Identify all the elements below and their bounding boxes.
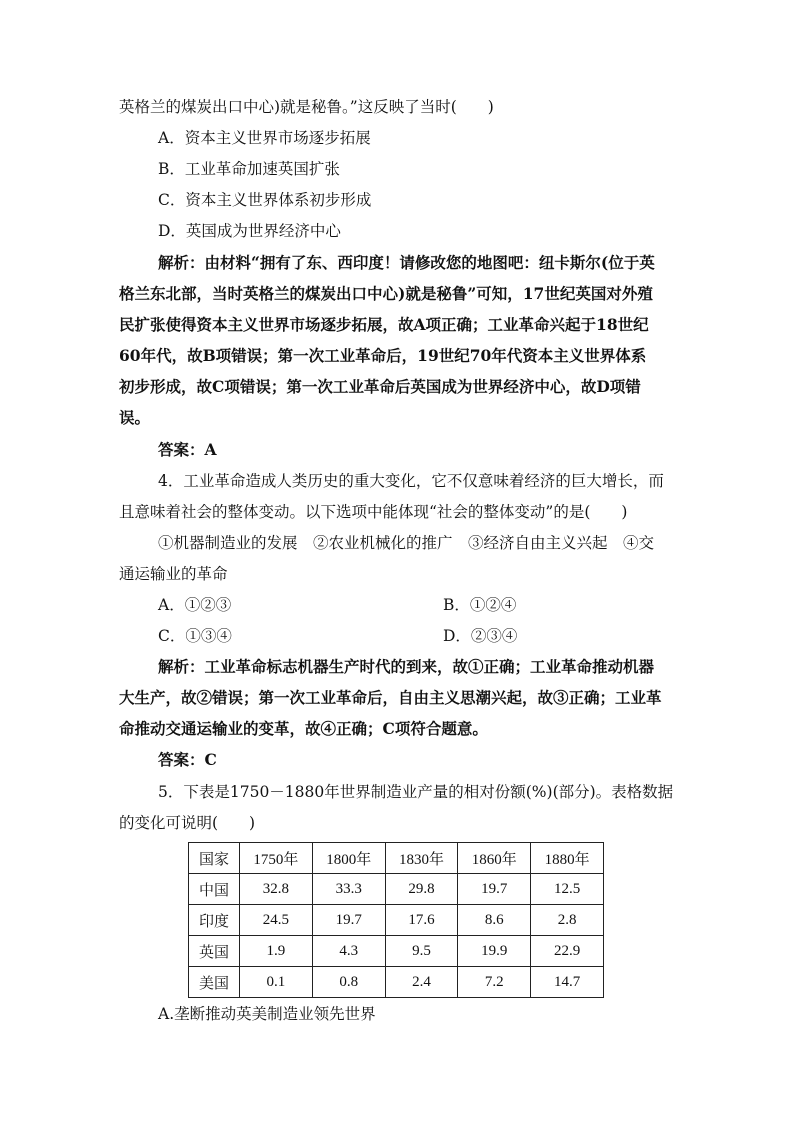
q3-analysis-line: 初步形成，故C项错误；第一次工业革命后英国成为世界经济中心，故D项错 [119,377,641,396]
table-row [189,874,604,905]
table-header-cell: 1860年 [458,843,531,874]
q4-option-c: C．①③④ [158,627,232,645]
table-cell: 美国 [189,967,240,998]
table-cell: 2.4 [385,967,458,998]
q5-stem-line: 的变化可说明( ) [119,814,256,832]
q3-analysis-line: 民扩张使得资本主义世界市场逐步拓展，故A项正确；工业革命兴起于18世纪 [119,315,649,334]
table-cell: 0.8 [312,967,385,998]
manufacturing-share-table [188,842,604,998]
q3-stem-tail: 英格兰的煤炭出口中心)就是秘鲁。”这反映了当时( ) [119,98,494,116]
table-cell: 2.8 [531,905,604,936]
q4-option-a: A．①②③ [158,596,232,614]
table-cell: 1.9 [240,936,313,967]
table-cell: 8.6 [458,905,531,936]
table-cell: 19.7 [458,874,531,905]
table-cell: 22.9 [531,936,604,967]
table-row [189,936,604,967]
q3-option-c: C．资本主义世界体系初步形成 [158,191,372,209]
table-cell: 14.7 [531,967,604,998]
table-cell: 7.2 [458,967,531,998]
q3-analysis-line: 误。 [119,408,151,427]
table-cell: 19.7 [312,905,385,936]
table-cell: 32.8 [240,874,313,905]
table-cell: 33.3 [312,874,385,905]
table-cell: 29.8 [385,874,458,905]
q4-analysis-line: 命推动交通运输业的变革，故④正确；C项符合题意。 [119,719,488,738]
table-header-cell: 国家 [189,843,240,874]
q4-option-d: D．②③④ [443,627,518,645]
table-cell: 9.5 [385,936,458,967]
table-row [189,967,604,998]
table-cell: 英国 [189,936,240,967]
q3-analysis-line: 解析：由材料“拥有了东、西印度！请修改您的地图吧：纽卡斯尔(位于英 [158,253,655,272]
table-cell: 0.1 [240,967,313,998]
q3-option-a: A．资本主义世界市场逐步拓展 [158,129,371,147]
table-cell: 19.9 [458,936,531,967]
q4-stem-line: 4．工业革命造成人类历史的重大变化，它不仅意味着经济的巨大增长，而 [158,472,664,490]
table-cell: 12.5 [531,874,604,905]
table-header-cell: 1800年 [312,843,385,874]
table-cell: 24.5 [240,905,313,936]
table-header-row [189,843,604,874]
q3-answer: 答案：A [158,440,217,459]
q5-option-a: A.垄断推动英美制造业领先世界 [158,1005,376,1023]
table-cell: 中国 [189,874,240,905]
q4-answer: 答案：C [158,750,217,769]
q3-option-d: D．英国成为世界经济中心 [158,222,341,240]
q4-analysis-line: 大生产，故②错误；第一次工业革命后，自由主义思潮兴起，故③正确；工业革 [119,688,662,707]
table-header-cell: 1880年 [531,843,604,874]
table-cell: 4.3 [312,936,385,967]
q4-items-line: ①机器制造业的发展 ②农业机械化的推广 ③经济自由主义兴起 ④交 [158,534,655,552]
q4-stem-line: 且意味着社会的整体变动。以下选项中能体现“社会的整体变动”的是( ) [119,503,628,521]
q3-analysis-line: 格兰东北部，当时英格兰的煤炭出口中心)就是秘鲁”可知，17世纪英国对外殖 [119,284,653,303]
q4-option-b: B．①②④ [443,596,517,614]
table-header-cell: 1750年 [240,843,313,874]
q4-items-line: 通运输业的革命 [119,565,228,583]
table-row [189,905,604,936]
table-header-cell: 1830年 [385,843,458,874]
table-cell: 17.6 [385,905,458,936]
q3-analysis-line: 60年代，故B项错误；第一次工业革命后，19世纪70年代资本主义世界体系 [119,346,647,365]
q3-option-b: B．工业革命加速英国扩张 [158,160,340,178]
q5-stem-line: 5．下表是1750－1880年世界制造业产量的相对份额(%)(部分)。表格数据 [158,783,674,801]
q4-analysis-line: 解析：工业革命标志机器生产时代的到来，故①正确；工业革命推动机器 [158,657,655,676]
table-cell: 印度 [189,905,240,936]
